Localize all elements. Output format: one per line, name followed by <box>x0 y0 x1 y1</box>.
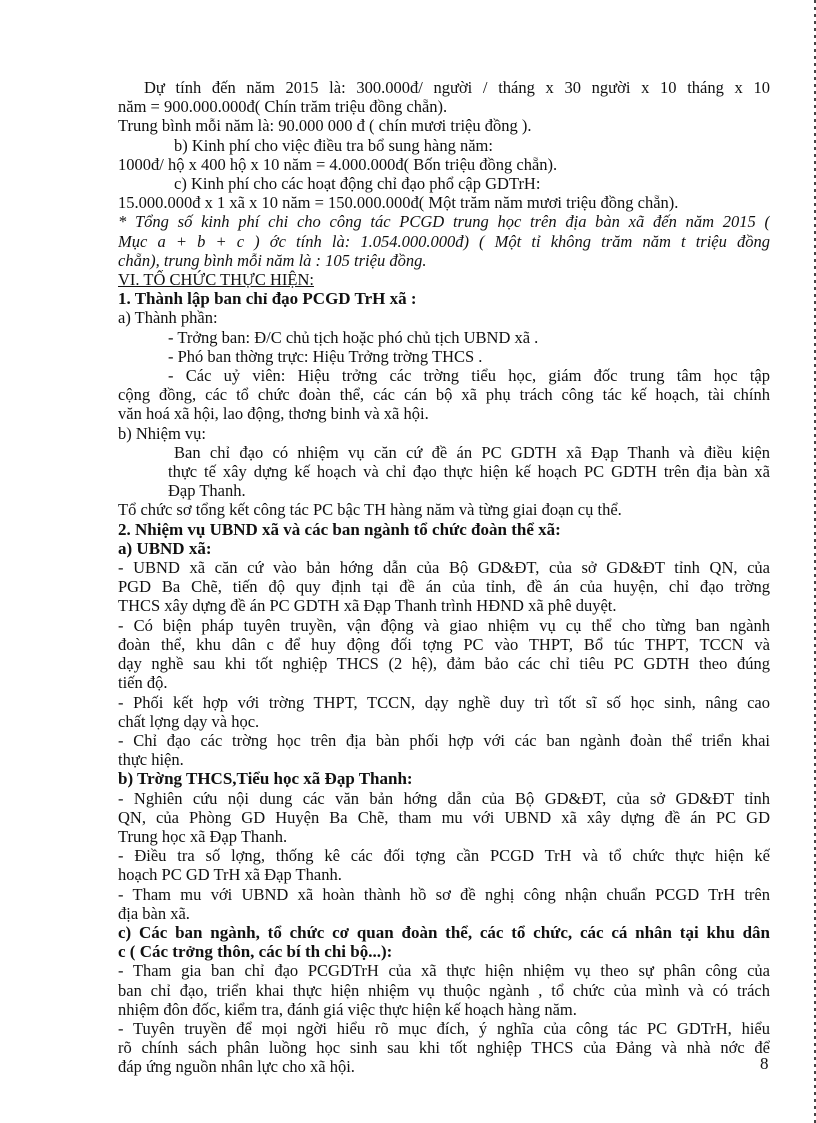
text-line: b) Kinh phí cho việc điều tra bổ sung hàng năm: <box>174 135 493 155</box>
text-line: đáp ứng nguồn nhân lực cho xã hội. <box>118 1057 355 1077</box>
text-line: b) Nhiệm vụ: <box>118 423 206 443</box>
text-line: 15.000.000đ x 1 xã x 10 năm = 150.000.000đ( Một trăm năm mươi triệu đồng chẵn). <box>118 193 679 213</box>
text-line: hoạch PC GD TrH xã Đạp Thanh. <box>118 865 342 885</box>
text-line: chất lợng dạy và học. <box>118 711 260 731</box>
text-line: địa bàn xã. <box>118 903 190 923</box>
text-line: - Điều tra số lợng, thống kê các đối tợng cần PCGD TrH và tổ chức thực hiện kế <box>118 846 770 866</box>
text-line: Đạp Thanh. <box>168 481 246 501</box>
text-line: 1000đ/ hộ x 400 hộ x 10 năm = 4.000.000đ( Bốn triệu đồng chẵn). <box>118 154 558 174</box>
text-line: a) Thành phần: <box>118 308 218 328</box>
text-line: - Các uỷ viên: Hiệu trởng các trờng tiểu học, giám đốc trung tâm học tập <box>168 366 770 386</box>
text-line: QN, của Phòng GD Huyện Ba Chẽ, tham mu với UBND xã xây dựng đề án PC GD <box>118 807 770 827</box>
text-line: c) Các ban ngành, tổ chức cơ quan đoàn thể, các tổ chức, các cá nhân tại khu dân <box>118 922 770 942</box>
text-line: c) Kinh phí cho các hoạt động chỉ đạo phổ cập GDTrH: <box>174 174 541 194</box>
text-line: 2. Nhiệm vụ UBND xã và các ban ngành tổ chức đoàn thể xã: <box>118 519 561 539</box>
text-line: - Tham mu với UBND xã hoàn thành hồ sơ đề nghị công nhận chuẩn PCGD TrH trên <box>118 884 770 904</box>
text-line: tiến độ. <box>118 673 168 693</box>
text-line: - Chỉ đạo các trờng học trên địa bàn phối hợp với các ban ngành đoàn thể triển khai <box>118 730 770 750</box>
text-line: thực hiện. <box>118 750 184 770</box>
text-line: - Phối kết hợp với trờng THPT, TCCN, dạy nghề duy trì tốt sĩ số học sinh, nâng cao <box>118 692 770 712</box>
text-line: - Tuyên truyền để mọi ngời hiểu rõ mục đích, ý nghĩa của công tác PC GDTrH, hiểu <box>118 1018 770 1038</box>
text-line: chẵn), trung bình mỗi năm là : 105 triệu đồng. <box>118 250 427 270</box>
text-line: ban chỉ đạo, triển khai thực hiện nhiệm vụ thuộc ngành , tổ chức của mình và có trách <box>118 980 770 1000</box>
text-line: cộng đồng, các tổ chức đoàn thể, các cán bộ xã phụ trách công tác kế hoạch, tài chính <box>118 385 770 405</box>
text-line: - Trởng ban: Đ/C chủ tịch hoặc phó chủ tịch UBND xã . <box>168 327 539 347</box>
text-line: - Nghiên cứu nội dung các văn bản hớng dẫn của Bộ GD&ĐT, của sở GD&ĐT tỉnh <box>118 788 770 808</box>
text-line: - Tham gia ban chỉ đạo PCGDTrH của xã thực hiện nhiệm vụ theo sự phân công của <box>118 961 770 981</box>
text-line: PGD Ba Chẽ, tiến độ quy định tại đề án của tỉnh, đề án của huyện, chỉ đạo trờng <box>118 577 770 597</box>
text-line: Ban chỉ đạo có nhiệm vụ căn cứ đề án PC GDTH xã Đạp Thanh và điều kiện <box>174 442 770 462</box>
text-line: a) UBND xã: <box>118 538 212 558</box>
text-line: Dự tính đến năm 2015 là: 300.000đ/ người / tháng x 30 người x 10 tháng x 10 <box>144 78 770 97</box>
text-line: Tổ chức sơ tổng kết công tác PC bậc TH hàng năm và từng giai đoạn cụ thể. <box>118 500 622 520</box>
page-number: 8 <box>760 1054 769 1073</box>
text-line: - Có biện pháp tuyên truyền, vận động và giao nhiệm vụ cụ thể cho từng ban ngành <box>118 615 770 635</box>
text-line: 1. Thành lập ban chỉ đạo PCGD TrH xã : <box>118 289 417 309</box>
text-line: Trung học xã Đạp Thanh. <box>118 826 288 846</box>
document-body <box>118 78 770 1077</box>
text-line: c ( Các trởng thôn, các bí th chi bộ...): <box>118 942 393 962</box>
text-line: nhiệm đôn đốc, kiểm tra, đánh giá việc thực hiện kế hoạch hàng năm. <box>118 999 577 1019</box>
text-line: Mục a + b + c ) ớc tính là: 1.054.000.000đ) ( Một tỉ không trăm năm t triệu đồng <box>118 231 770 251</box>
text-line: THCS xây dựng đề án PC GDTH xã Đạp Thanh trình HĐND xã phê duyệt. <box>118 596 617 616</box>
text-line: thực tế xây dựng kế hoạch và chỉ đạo thực hiện kế hoạch PC GDTH trên địa bàn xã <box>168 462 770 482</box>
text-line: dạy nghề sau khi tốt nghiệp THCS (2 hệ), đảm bảo các chỉ tiêu PC GDTH theo đúng <box>118 654 770 674</box>
text-line: b) Trờng THCS,Tiểu học xã Đạp Thanh: <box>118 769 413 789</box>
text-line: Trung bình mỗi năm là: 90.000 000 đ ( chín mươi triệu đồng ). <box>118 116 532 136</box>
text-line: văn hoá xã hội, lao động, thơng binh và xã hội. <box>118 404 429 424</box>
text-line: - Phó ban thờng trực: Hiệu Trởng trờng THCS . <box>168 346 483 366</box>
text-line: rõ chính sách phân luồng học sinh sau khi tốt nghiệp THCS của Đảng và nhà nớc để <box>118 1038 770 1058</box>
text-line: đoàn thể, khu dân c để huy động đối tợng PC vào THPT, Bổ túc THPT, TCCN và <box>118 634 770 654</box>
text-line: - UBND xã căn cứ vào bản hớng dẫn của Bộ GD&ĐT, của sở GD&ĐT tỉnh QN, của <box>118 558 770 578</box>
text-line: năm = 900.000.000đ( Chín trăm triệu đồng chẵn). <box>118 97 448 117</box>
text-line: VI. TỔ CHỨC THỰC HIỆN: <box>118 270 314 290</box>
text-line: * Tổng số kinh phí chi cho công tác PCGD trung học trên địa bàn xã đến năm 2015 ( <box>118 212 770 232</box>
